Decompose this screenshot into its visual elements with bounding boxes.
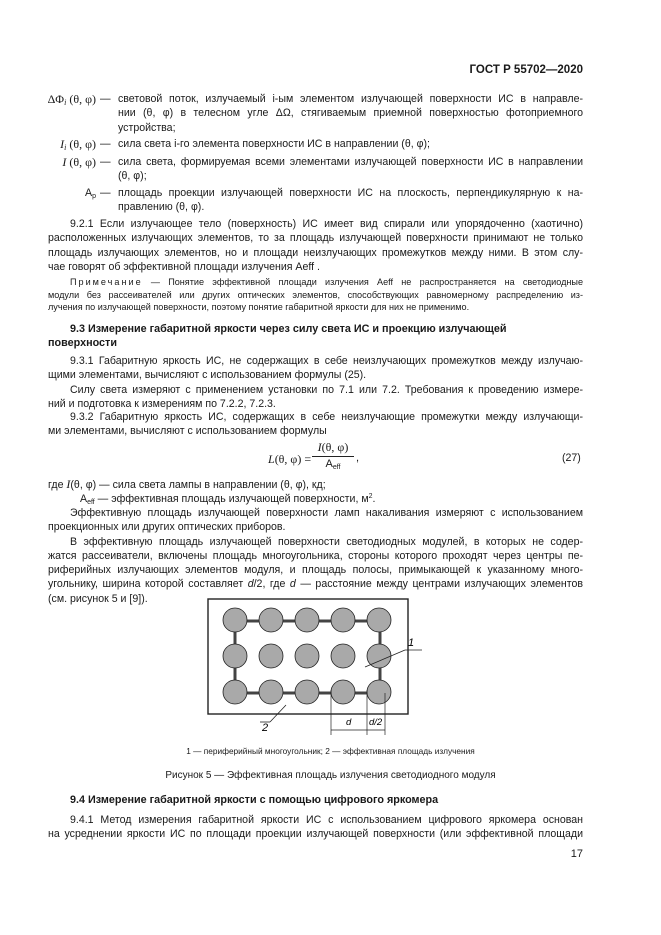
paragraph-effective-area: Эффективную площадь излучающей поверхности ламп накаливания измеряют с использованием проекционных или других оптических приборов. В эффективную площадь излучающей поверхности светодиодных модулей, в которых не содер- жатся рассеиватели, включены площадь многоугольника, стороны которого проходят через центры пе- риферийных излучающих элементов модуля, и площадь полосы, примыкающей к указанному много- угольнику, ширина которой составляет d/2, где d — расстояние между центрами излучающих элементов (см. рисунок 5 и [9]). xyxy=(48,507,583,605)
definition-text: сила света, формируемая всеми элементами излучающей поверхности ИС в направлении (θ, φ); xyxy=(118,156,583,183)
dash: — xyxy=(100,156,111,168)
led-element xyxy=(259,608,283,632)
led-element xyxy=(259,644,283,668)
figure-label-2: 2 xyxy=(262,722,269,734)
definition-symbol: ΔΦi (θ, φ) xyxy=(47,92,96,107)
formula-lhs: L(θ, φ) = xyxy=(268,452,312,466)
dimension-d-half: d/2 xyxy=(369,717,383,728)
led-element xyxy=(367,680,391,704)
led-element xyxy=(331,680,355,704)
led-element xyxy=(331,608,355,632)
definition-text: световой поток, излучаемый i-ым элементом излучающей поверхности ИС в направле- нии (θ, φ) в телесном угле ΔΩ, стягиваемым приемной поверхностью фотоприемного устройства; xyxy=(118,93,583,134)
paragraph-9-3-2: 9.3.2 Габаритную яркость ИС, содержащих в себе неизлучающие промежутки между излучающи- ми элементами, вычисляют с использованием формулы xyxy=(48,411,583,438)
formula-explanation: где I(θ, φ) — сила света лампы в направлении (θ, φ), кд; $A_{eff}$ — эффективная площадь излучающей поверхности, $м^2$. xyxy=(48,477,376,507)
figure-label-1: 1 xyxy=(408,637,415,649)
paragraph-9-2-1: 9.2.1 Если излучающее тело (поверхность) ИС имеет вид спирали или упорядоченно (хаотично) расположенных излучающих элементов, то за площадь излучающей поверхности принимают не только площадь излучающих элементов, но и площади неизлучающих промежутков между ними. В этом слу- чае говорят об эффективной площади излучения Aeff . xyxy=(48,218,583,273)
definition-symbol: Ii (θ, φ) xyxy=(60,137,96,152)
led-element xyxy=(223,644,247,668)
note: Примечание — Понятие эффективной площади излучения Aeff не распространяется на светодиодные модули без рассеивателей или других оптических элементов, способствующих равномерному распределению из- лучения по излучающей поверхности, поэтому понятие габаритной яркости для них не применимо. xyxy=(48,277,584,312)
note-label: Примечание xyxy=(70,277,143,287)
formula-number: (27) xyxy=(562,452,581,464)
led-element xyxy=(295,608,319,632)
figure-5-diagram xyxy=(200,597,450,742)
led-element xyxy=(223,680,247,704)
dash: — xyxy=(100,187,111,199)
formula-tail: , xyxy=(356,452,360,464)
document-standard-header: ГОСТ Р 55702—2020 xyxy=(469,64,583,76)
led-element xyxy=(259,680,283,704)
figure-legend: 1 — периферийный многоугольник; 2 — эффективная площадь излучения xyxy=(186,746,475,756)
led-element xyxy=(223,608,247,632)
dash: — xyxy=(100,93,111,105)
formula-numerator: I(θ, φ) xyxy=(312,440,354,457)
section-heading-9-3: 9.3 Измерение габаритной яркости через силу света ИС и проекцию излучающей поверхности xyxy=(48,323,507,350)
section-heading-9-4: 9.4 Измерение габаритной яркости с помощью цифрового яркомера xyxy=(70,794,439,806)
page-number: 17 xyxy=(570,848,583,860)
definition-text: площадь проекции излучающей поверхности ИС на плоскость, перпендикулярную к на- правлению (θ, φ). xyxy=(118,187,583,214)
definition-symbol: $A_p$ xyxy=(85,187,96,200)
led-element xyxy=(295,644,319,668)
definition-symbol: I (θ, φ) xyxy=(62,155,96,169)
led-element xyxy=(331,644,355,668)
led-element xyxy=(367,608,391,632)
figure-caption: Рисунок 5 — Эффективная площадь излучения светодиодного модуля xyxy=(165,770,496,781)
formula-denominator: $A_{eff}$ xyxy=(325,458,341,471)
paragraph-9-3-1: 9.3.1 Габаритную яркость ИС, не содержащих в себе неизлучающих промежутков между излучаю- щими элементами, вычисляют с использованием формулы (25). Силу света измеряют с применением установки по 7.1 или 7.2. Требования к проведению измере- ний и подготовка к измерениям по 7.2.2, 7.2.3. xyxy=(48,355,583,410)
paragraph-9-4-1: 9.4.1 Метод измерения габаритной яркости ИС с использованием цифрового яркомера основан на усреднении яркости ИС по площади проекции излучающей поверхности (или эффективной площади xyxy=(48,814,583,841)
definition-text: сила света i-го элемента поверхности ИС в направлении (θ, φ); xyxy=(118,138,430,150)
led-element xyxy=(295,680,319,704)
dash: — xyxy=(100,138,111,150)
dimension-d: d xyxy=(346,717,352,728)
